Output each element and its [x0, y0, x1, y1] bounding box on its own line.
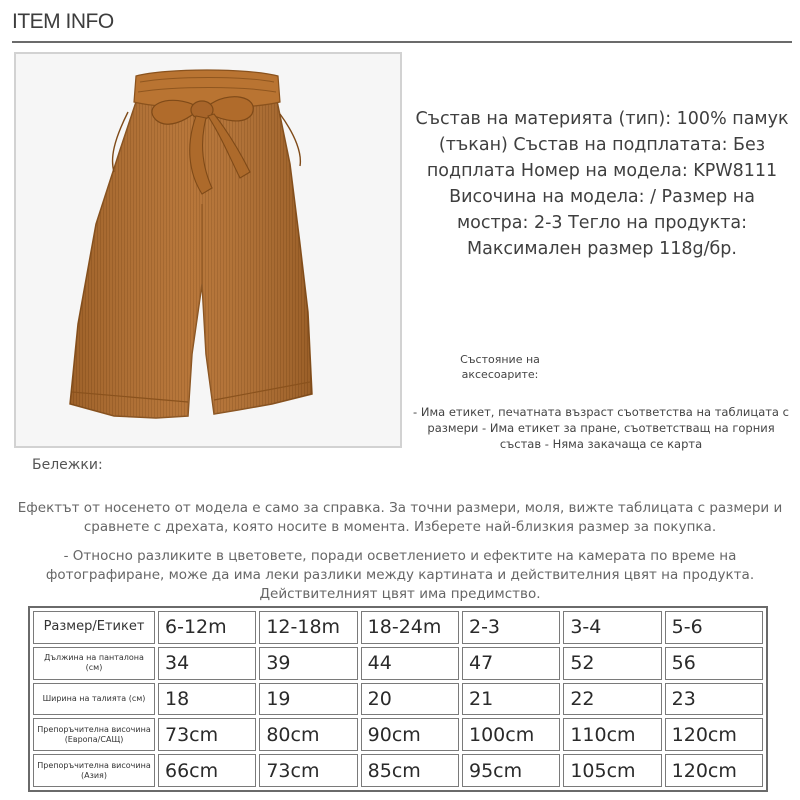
table-cell: 120cm	[665, 718, 763, 751]
row-label: Ширина на талията (см)	[33, 683, 155, 716]
size-header-cell: 3-4	[563, 611, 661, 644]
table-row	[33, 718, 763, 751]
product-photo-frame	[14, 52, 402, 448]
table-cell: 44	[361, 647, 459, 680]
table-cell: 110cm	[563, 718, 661, 751]
table-cell: 100cm	[462, 718, 560, 751]
size-header-cell: 12-18m	[259, 611, 357, 644]
accessory-status-text: - Има етикет, печатната възраст съответства на таблицата с размери - Има етикет за пране, съответстващ на горния състав - Няма закачаща се карта	[413, 405, 789, 451]
table-cell: 39	[259, 647, 357, 680]
size-label-header: Размер/Етикет	[33, 611, 155, 644]
size-header-cell: 18-24m	[361, 611, 459, 644]
accessory-status-title: Състояние на аксесоарите:	[460, 353, 540, 381]
table-cell: 85cm	[361, 754, 459, 787]
table-cell: 19	[259, 683, 357, 716]
table-cell: 21	[462, 683, 560, 716]
note-fit: Ефектът от носенето от модела е само за справка. За точни размери, моля, вижте таблицата с размери и сравнете с дрехата, която носите в момента. Изберете най-близкия размер за покупка.	[17, 500, 783, 535]
size-header-cell: 6-12m	[158, 611, 256, 644]
row-label: Препоръчителна височина (Европа/САЩ)	[33, 718, 155, 751]
row-label: Препоръчителна височина (Азия)	[33, 754, 155, 787]
table-row	[33, 647, 763, 680]
table-cell: 105cm	[563, 754, 661, 787]
size-header-cell: 2-3	[462, 611, 560, 644]
table-cell: 66cm	[158, 754, 256, 787]
material-specs: Състав на материята (тип): 100% памук (тъкан) Състав на подплатата: Без подплата Номер на модела: KPW8111 Височина на модела: / Размер на мостра: 2-3 Тегло на продукта: Максимален размер 118g/бр.	[415, 109, 789, 259]
size-header-cell: 5-6	[665, 611, 763, 644]
table-cell: 73cm	[158, 718, 256, 751]
table-cell: 52	[563, 647, 661, 680]
corduroy-wide-leg-pants-image	[16, 54, 400, 446]
table-cell: 73cm	[259, 754, 357, 787]
table-cell: 47	[462, 647, 560, 680]
table-cell: 120cm	[665, 754, 763, 787]
table-cell: 20	[361, 683, 459, 716]
table-row	[33, 683, 763, 716]
row-label: Дължина на панталона (см)	[33, 647, 155, 680]
table-cell: 22	[563, 683, 661, 716]
table-cell: 95cm	[462, 754, 560, 787]
notes-title: Бележки:	[32, 457, 103, 473]
section-title: ITEM INFO	[12, 10, 114, 33]
table-cell: 34	[158, 647, 256, 680]
table-cell: 56	[665, 647, 763, 680]
table-cell: 90cm	[361, 718, 459, 751]
size-chart-header-row	[33, 611, 763, 644]
table-cell: 80cm	[259, 718, 357, 751]
note-color: - Относно разликите в цветовете, поради осветлението и ефектите на камерата по време на фотографиране, може да има леки разлики между картината и действителния цвят на продукта. Действителният цвят има предимство.	[45, 548, 755, 602]
table-cell: 23	[665, 683, 763, 716]
table-cell: 18	[158, 683, 256, 716]
size-chart-table	[28, 606, 768, 792]
section-header	[12, 8, 792, 43]
table-row	[33, 754, 763, 787]
